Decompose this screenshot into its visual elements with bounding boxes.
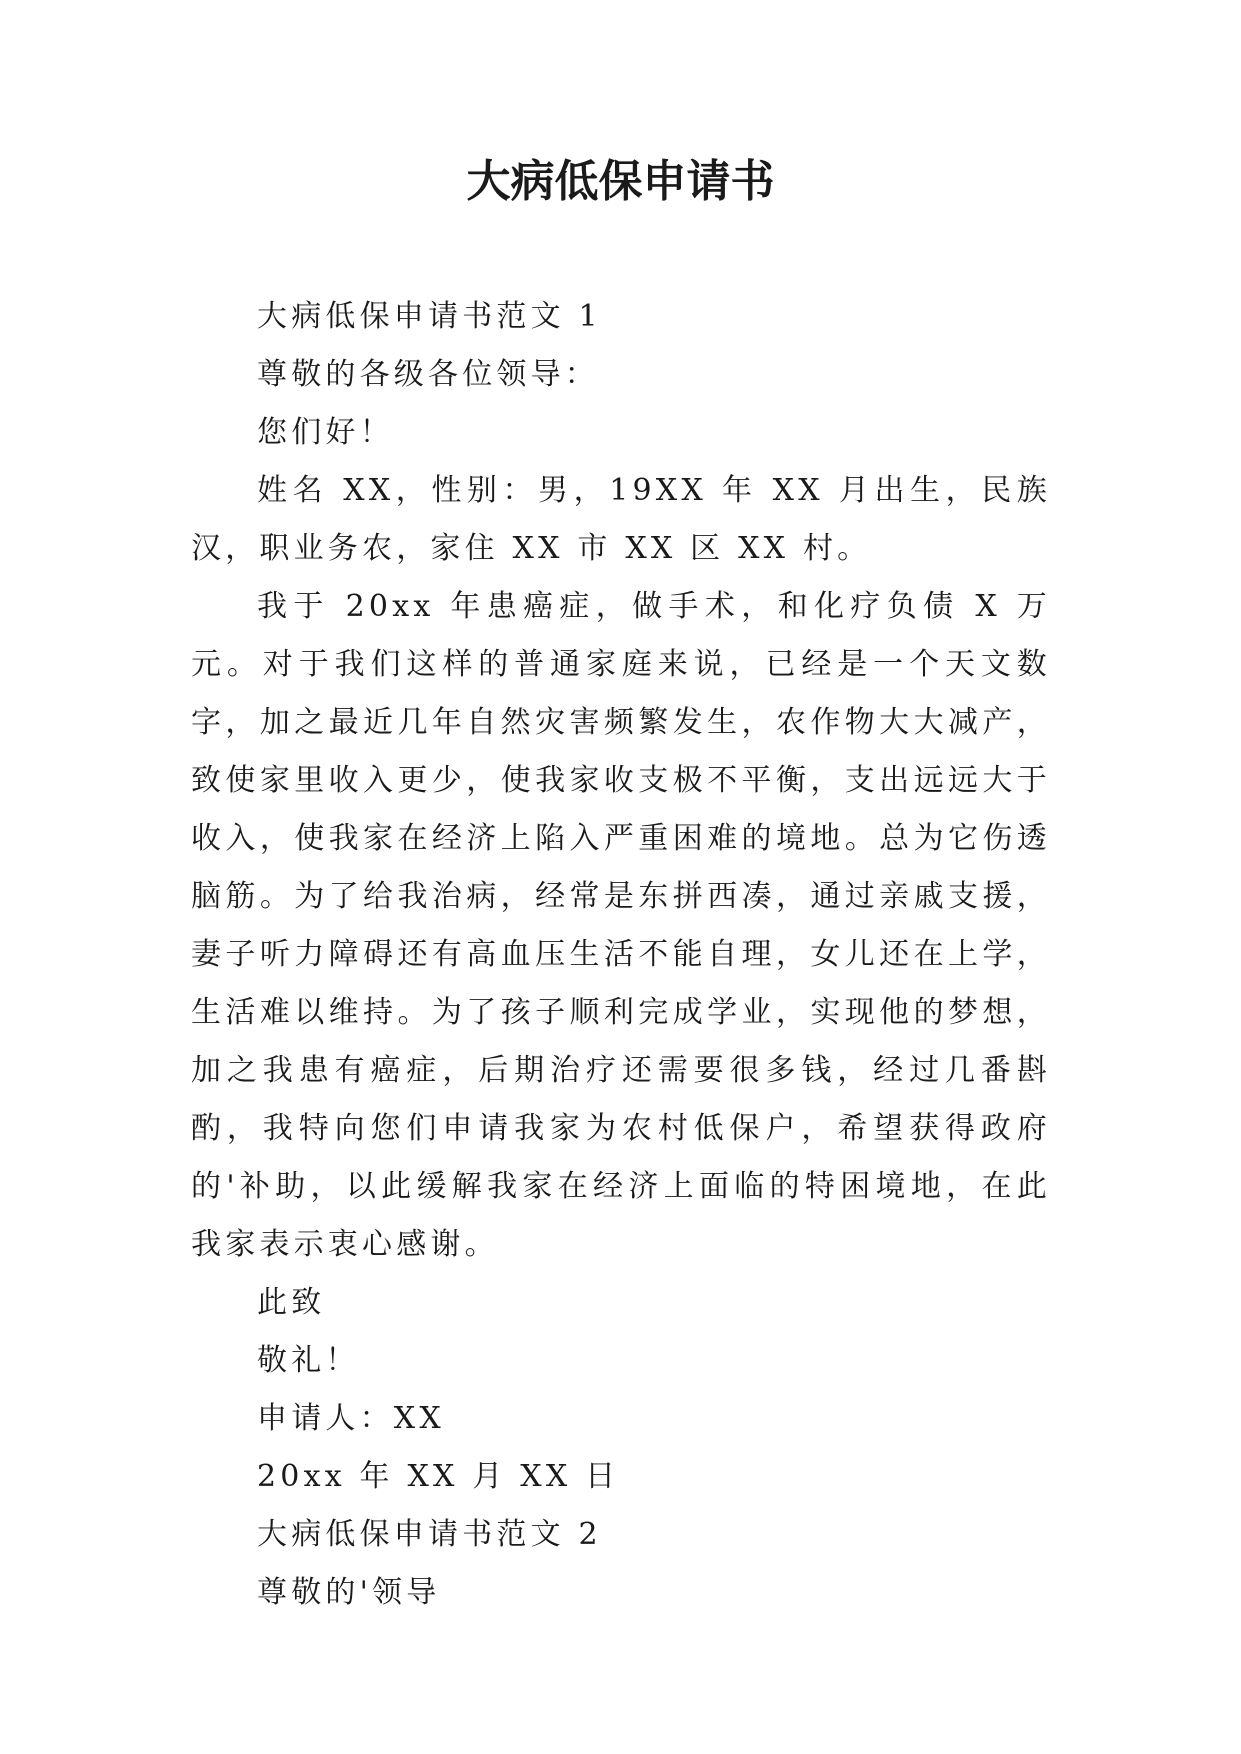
document-body [191, 288, 1051, 1622]
personal-info-paragraph: 姓名 XX，性别：男，19XX 年 XX 月出生，民族汉，职业务农，家住 XX 市 XX 区 XX 村。 [191, 473, 1051, 566]
applicant-line: 申请人：XX [257, 1401, 445, 1436]
date-line: 20xx 年 XX 月 XX 日 [257, 1459, 620, 1494]
heading-sample-1: 大病低保申请书范文 1 [257, 299, 602, 334]
main-body-paragraph: 我于 20xx 年患癌症，做手术，和化疗负债 X 万元。对于我们这样的普通家庭来说，已经是一个天文数字，加之最近几年自然灾害频繁发生，农作物大大减产，致使家里收入更少，使我家收支极不平衡，支出远远大于收入，使我家在经济上陷入严重困难的境地。总为它伤透脑筋。为了给我治病，经常是东拼西凑，通过亲戚支援，妻子听力障碍还有高血压生活不能自理，女儿还在上学，生活难以维持。为了孩子顺利完成学业，实现他的梦想，加之我患有癌症，后期治疗还需要很多钱，经过几番斟酌，我特向您们申请我家为农村低保户，希望获得政府的'补助，以此缓解我家在经济上面临的特困境地，在此我家表示衷心感谢。 [191, 589, 1051, 1262]
salutation-sample-2: 尊敬的'领导 [257, 1575, 441, 1610]
salutation: 尊敬的各级各位领导： [257, 357, 599, 392]
closing-line-2: 敬礼！ [257, 1343, 360, 1378]
document-title: 大病低保申请书 [466, 156, 775, 207]
heading-sample-2: 大病低保申请书范文 2 [257, 1517, 602, 1552]
greeting: 您们好！ [257, 415, 394, 450]
closing-line-1: 此致 [257, 1285, 326, 1320]
